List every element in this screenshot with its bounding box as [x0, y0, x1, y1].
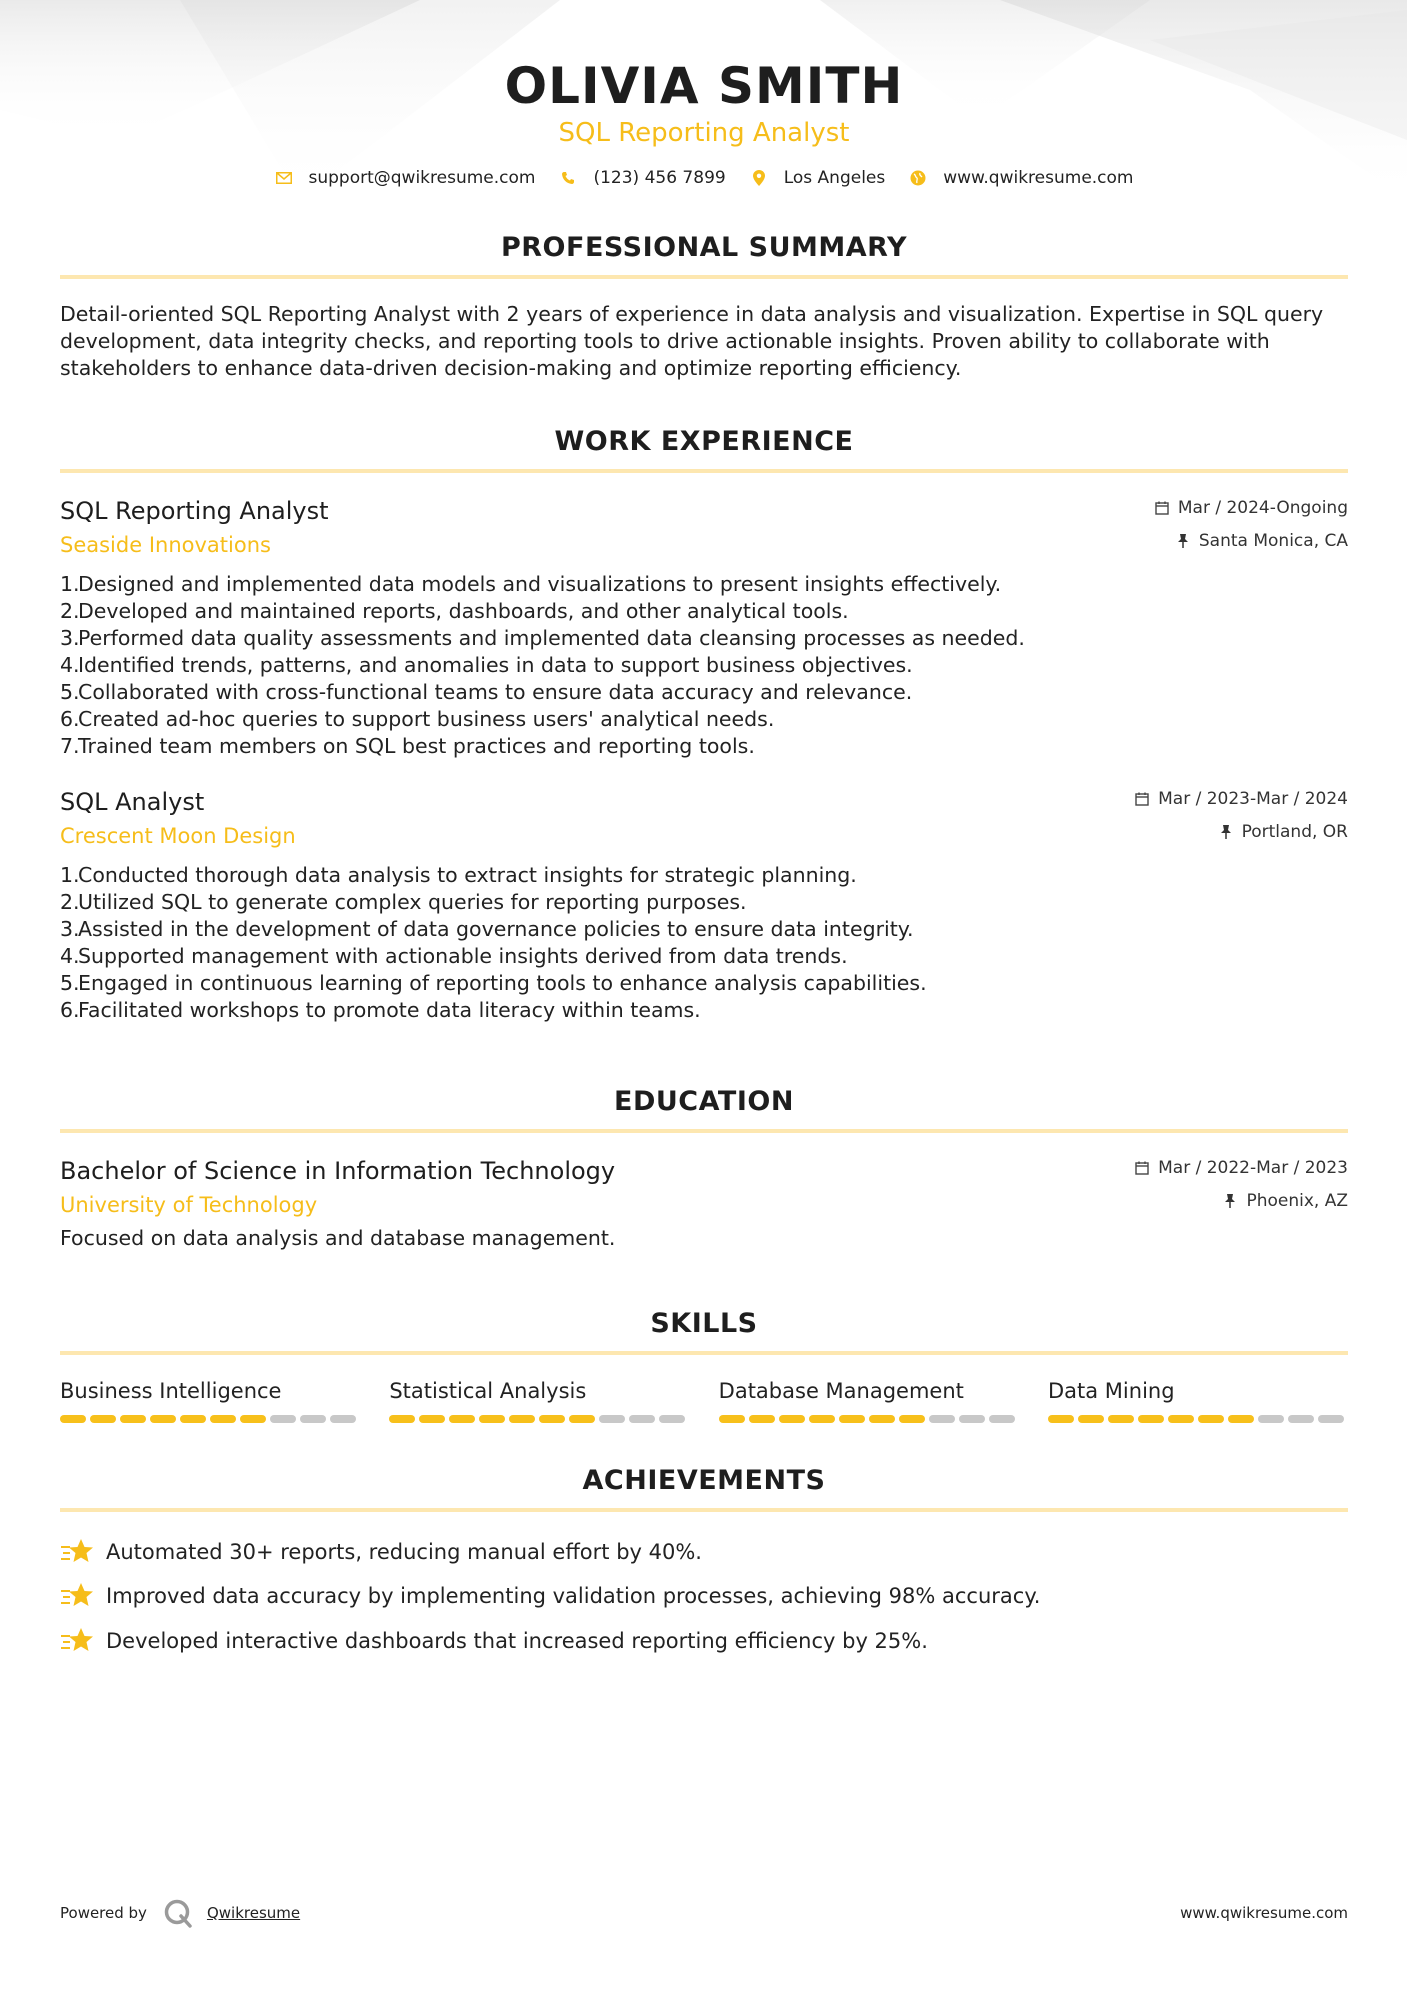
- job-company: Crescent Moon Design: [60, 823, 296, 848]
- skill-item: [389, 1379, 689, 1423]
- list-item: 1. Conducted thorough data analysis to extract insights for strategic planning.: [60, 862, 857, 887]
- contact-email-text: support@qwikresume.com: [308, 167, 536, 188]
- achievement-item: [60, 1625, 1348, 1657]
- job-title: SQL Analyst: [60, 787, 205, 816]
- education-location: Phoenix, AZ: [1246, 1190, 1348, 1211]
- skill-dot-filled: [90, 1415, 116, 1423]
- skill-dot-empty: [1258, 1415, 1284, 1423]
- school-name: University of Technology: [60, 1192, 318, 1217]
- job-entry: [60, 788, 1348, 1024]
- candidate-title: SQL Reporting Analyst: [558, 117, 850, 148]
- achievement-text: Improved data accuracy by implementing validation processes, achieving 98% accuracy.: [106, 1584, 1041, 1608]
- job-meta: [1134, 788, 1348, 843]
- skill-name: Data Mining: [1047, 1378, 1175, 1403]
- achievement-text: Developed interactive dashboards that increased reporting efficiency by 25%.: [106, 1628, 928, 1653]
- skill-dot-filled: [539, 1415, 565, 1423]
- skills-heading: SKILLS: [650, 1307, 758, 1339]
- education-description: Focused on data analysis and database management.: [60, 1225, 616, 1250]
- skill-dot-filled: [779, 1415, 805, 1423]
- skills-section: [60, 1308, 1348, 1423]
- job-meta: [1154, 497, 1348, 552]
- list-item: 6. Created ad-hoc queries to support business users' analytical needs.: [60, 706, 775, 731]
- skill-name: Database Management: [718, 1378, 964, 1403]
- powered-by-label: Powered by: [60, 1904, 147, 1922]
- skill-item: [60, 1379, 360, 1423]
- skill-dot-filled: [389, 1415, 415, 1423]
- list-item: 4. Supported management with actionable insights derived from data trends.: [60, 943, 848, 968]
- job-bullets: [60, 862, 1348, 1024]
- list-item: 5. Engaged in continuous learning of reporting tools to enhance analysis capabilities.: [60, 970, 927, 995]
- skill-level-bar: [1048, 1415, 1348, 1423]
- skill-dot-filled: [719, 1415, 745, 1423]
- skill-item: [719, 1379, 1019, 1423]
- summary-section: [60, 232, 1348, 382]
- section-divider: [60, 275, 1348, 279]
- skill-dot-filled: [210, 1415, 236, 1423]
- contact-phone-text: (123) 456 7899: [593, 167, 726, 188]
- page-footer: [60, 1898, 1348, 1928]
- list-item: 2. Utilized SQL to generate complex queries for reporting purposes.: [60, 889, 747, 914]
- skill-dot-filled: [839, 1415, 865, 1423]
- contact-email[interactable]: [275, 168, 536, 188]
- education-heading: EDUCATION: [614, 1085, 794, 1117]
- skill-level-bar: [719, 1415, 1019, 1423]
- list-item: 7. Trained team members on SQL best practices and reporting tools.: [60, 733, 755, 758]
- skill-level-bar: [60, 1415, 360, 1423]
- skill-dot-filled: [419, 1415, 445, 1423]
- job-title: SQL Reporting Analyst: [60, 496, 329, 525]
- summary-heading: PROFESSIONAL SUMMARY: [500, 231, 908, 263]
- education-entry: [60, 1157, 1348, 1252]
- job-entry: [60, 497, 1348, 760]
- contact-location-text: Los Angeles: [783, 167, 886, 188]
- skill-name: Business Intelligence: [60, 1378, 282, 1403]
- list-item: 5. Collaborated with cross-functional teams to ensure data accuracy and relevance.: [60, 679, 913, 704]
- degree-title: Bachelor of Science in Information Technology: [60, 1156, 616, 1185]
- skill-dot-empty: [629, 1415, 655, 1423]
- skill-dot-filled: [1168, 1415, 1194, 1423]
- list-item: 4. Identified trends, patterns, and anomalies in data to support business objectives.: [60, 652, 913, 677]
- phone-icon: [559, 169, 577, 187]
- education-meta: [1134, 1157, 1348, 1212]
- skill-dot-empty: [1288, 1415, 1314, 1423]
- experience-section: [60, 426, 1348, 1024]
- experience-heading: WORK EXPERIENCE: [554, 425, 854, 457]
- skill-dot-filled: [1228, 1415, 1254, 1423]
- list-item: 3. Assisted in the development of data governance policies to ensure data integrity.: [60, 916, 914, 941]
- skill-dot-filled: [60, 1415, 86, 1423]
- job-dates: Mar / 2024-Ongoing: [1177, 497, 1348, 518]
- skill-dot-filled: [1078, 1415, 1104, 1423]
- section-divider: [60, 1508, 1348, 1512]
- job-location: Santa Monica, CA: [1198, 530, 1348, 551]
- pushpin-icon: [1175, 533, 1191, 549]
- contact-bar: [60, 168, 1348, 188]
- resume-page: [60, 0, 1348, 1657]
- skill-dot-filled: [569, 1415, 595, 1423]
- skill-dot-filled: [749, 1415, 775, 1423]
- skill-dot-filled: [899, 1415, 925, 1423]
- list-item: 6. Facilitated workshops to promote data literacy within teams.: [60, 997, 701, 1022]
- achievement-item: [60, 1580, 1348, 1612]
- calendar-icon: [1134, 791, 1150, 807]
- section-divider: [60, 1351, 1348, 1355]
- achievements-list: [60, 1536, 1348, 1657]
- shooting-star-icon: [60, 1626, 94, 1656]
- summary-text: Detail-oriented SQL Reporting Analyst with 2 years of experience in data analysis and visualization. Expertise in SQL query development, data integrity checks, and reporting tools to drive actionable insights. Proven ability to collaborate with stakeholders to enhance data-driven decision-making and optimize reporting efficiency.: [60, 301, 1324, 380]
- achievement-item: [60, 1536, 1348, 1568]
- skill-dot-empty: [989, 1415, 1015, 1423]
- pushpin-icon: [1218, 824, 1234, 840]
- education-section: [60, 1086, 1348, 1252]
- job-company: Seaside Innovations: [60, 532, 271, 557]
- skills-list: [60, 1379, 1348, 1423]
- skill-dot-filled: [150, 1415, 176, 1423]
- skill-dot-empty: [330, 1415, 356, 1423]
- skill-dot-filled: [240, 1415, 266, 1423]
- job-dates: Mar / 2023-Mar / 2024: [1158, 788, 1348, 809]
- achievements-section: [60, 1465, 1348, 1657]
- resume-header: [60, 0, 1348, 188]
- skill-dot-filled: [509, 1415, 535, 1423]
- map-pin-icon: [750, 169, 768, 187]
- skill-dot-empty: [659, 1415, 685, 1423]
- skill-level-bar: [389, 1415, 689, 1423]
- skill-dot-empty: [959, 1415, 985, 1423]
- skill-name: Statistical Analysis: [389, 1378, 587, 1403]
- skill-dot-empty: [599, 1415, 625, 1423]
- contact-website-text: www.qwikresume.com: [943, 167, 1134, 188]
- achievements-heading: ACHIEVEMENTS: [582, 1464, 826, 1496]
- skill-dot-filled: [1108, 1415, 1134, 1423]
- skill-dot-filled: [809, 1415, 835, 1423]
- skill-dot-filled: [1138, 1415, 1164, 1423]
- skill-dot-empty: [929, 1415, 955, 1423]
- section-divider: [60, 469, 1348, 473]
- powered-by: [60, 1898, 300, 1928]
- skill-dot-filled: [180, 1415, 206, 1423]
- brand-link[interactable]: Qwikresume: [206, 1904, 301, 1922]
- pushpin-icon: [1222, 1193, 1238, 1209]
- calendar-icon: [1154, 500, 1170, 516]
- list-item: 3. Performed data quality assessments and implemented data cleansing processes as needed.: [60, 625, 1025, 650]
- candidate-name: OLIVIA SMITH: [504, 57, 904, 115]
- skill-dot-filled: [449, 1415, 475, 1423]
- globe-icon: [909, 169, 927, 187]
- achievement-text: Automated 30+ reports, reducing manual effort by 40%.: [106, 1539, 702, 1564]
- shooting-star-icon: [60, 1537, 94, 1567]
- skill-dot-empty: [300, 1415, 326, 1423]
- skill-item: [1048, 1379, 1348, 1423]
- skill-dot-filled: [869, 1415, 895, 1423]
- contact-website[interactable]: [909, 168, 1133, 188]
- skill-dot-empty: [270, 1415, 296, 1423]
- footer-website[interactable]: www.qwikresume.com: [1180, 1904, 1348, 1922]
- skill-dot-filled: [1198, 1415, 1224, 1423]
- skill-dot-filled: [120, 1415, 146, 1423]
- skill-dot-empty: [1318, 1415, 1344, 1423]
- calendar-icon: [1134, 1160, 1150, 1176]
- list-item: 1. Designed and implemented data models and visualizations to present insights effectively.: [60, 571, 1002, 596]
- job-bullets: [60, 571, 1348, 760]
- skill-dot-filled: [1048, 1415, 1074, 1423]
- section-divider: [60, 1129, 1348, 1133]
- contact-phone[interactable]: [559, 168, 725, 188]
- qwikresume-logo-icon: [163, 1898, 193, 1928]
- education-dates: Mar / 2022-Mar / 2023: [1158, 1157, 1348, 1178]
- envelope-icon: [275, 169, 293, 187]
- job-location: Portland, OR: [1241, 821, 1348, 842]
- list-item: 2. Developed and maintained reports, dashboards, and other analytical tools.: [60, 598, 849, 623]
- skill-dot-filled: [479, 1415, 505, 1423]
- shooting-star-icon: [60, 1581, 94, 1611]
- contact-location: [750, 168, 886, 188]
